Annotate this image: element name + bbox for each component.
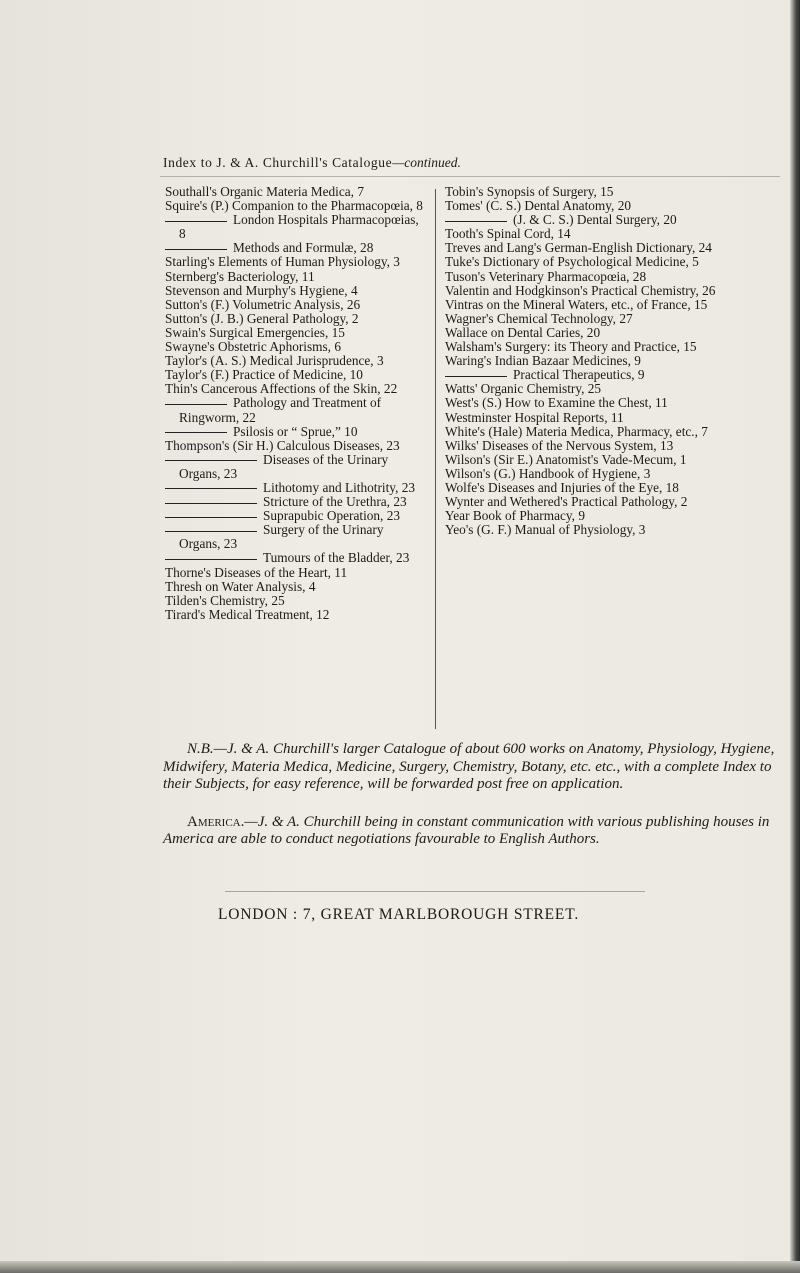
america-text: —J. & A. Churchill being in constant communication with various publishing houses in America are able to conduct negotiations favourable to English Authors. [163, 813, 770, 847]
left-index-entry [165, 284, 427, 298]
entry-text: Swain's Surgical Emergencies, 15 [165, 324, 345, 340]
ditto-dash [165, 404, 227, 405]
notes-section [163, 741, 793, 849]
index-column-right [445, 185, 721, 537]
right-index-entry [445, 199, 721, 213]
left-index-entry [165, 425, 427, 439]
header-rule [160, 176, 780, 177]
left-index-entry [165, 566, 427, 580]
entry-text: Thresh on Water Analysis, 4 [165, 578, 316, 594]
entry-text: Tilden's Chemistry, 25 [165, 592, 285, 608]
ditto-dash [165, 249, 227, 250]
right-index-entry [445, 227, 721, 241]
ditto-dash [445, 221, 507, 222]
left-index-entry [165, 185, 427, 199]
left-index-entry [165, 213, 427, 241]
right-index-entry [445, 241, 721, 255]
ditto-dash [165, 503, 257, 504]
entry-text: Tuke's Dictionary of Psychological Medicine, 5 [445, 254, 699, 270]
america-note [163, 814, 793, 849]
entry-text: Year Book of Pharmacy, 9 [445, 508, 585, 524]
left-index-entry [165, 326, 427, 340]
publisher-address: LONDON : 7, GREAT MARLBOROUGH STREET. [218, 906, 579, 923]
right-index-entry [445, 312, 721, 326]
entry-text: Tooth's Spinal Cord, 14 [445, 226, 571, 242]
entry-text: Sternberg's Bacteriology, 11 [165, 268, 315, 284]
left-index-entry [165, 241, 427, 255]
entry-text: Wilson's (G.) Handbook of Hygiene, 3 [445, 465, 651, 481]
entry-text: Methods and Formulæ, 28 [233, 240, 374, 256]
page-bottom-edge [0, 1261, 800, 1273]
entry-text: White's (Hale) Materia Medica, Pharmacy, etc., 7 [445, 423, 708, 439]
ditto-dash [165, 432, 227, 433]
right-index-entry [445, 213, 721, 227]
right-index-entry [445, 396, 721, 410]
entry-text: Southall's Organic Materia Medica, 7 [165, 184, 364, 199]
ditto-dash [165, 531, 257, 532]
entry-text: Tumours of the Bladder, 23 [263, 550, 410, 566]
entry-text: Stevenson and Murphy's Hygiene, 4 [165, 282, 358, 298]
ditto-dash [165, 221, 227, 222]
entry-text: Wolfe's Diseases and Injuries of the Eye, 18 [445, 479, 679, 495]
entry-text: Taylor's (A. S.) Medical Jurisprudence, 3 [165, 353, 384, 369]
right-index-entry [445, 368, 721, 382]
entry-text: Valentin and Hodgkinson's Practical Chemistry, 26 [445, 282, 716, 298]
entry-text: Psilosis or “ Sprue,” 10 [233, 423, 358, 439]
page-header [163, 155, 723, 171]
entry-text: Surgery of the Urinary Organs, 23 [179, 522, 384, 552]
left-index-entry [165, 594, 427, 608]
right-index-entry [445, 255, 721, 269]
left-index-entry [165, 382, 427, 396]
entry-text: Sutton's (F.) Volumetric Analysis, 26 [165, 296, 361, 312]
left-index-entry [165, 453, 427, 481]
america-label: America. [187, 813, 245, 830]
right-index-entry [445, 298, 721, 312]
entry-text: West's (S.) How to Examine the Chest, 11 [445, 395, 668, 411]
left-index-entry [165, 255, 427, 269]
entry-text: Thin's Cancerous Affections of the Skin, 22 [165, 381, 398, 397]
right-index-entry [445, 382, 721, 396]
left-index-entry [165, 270, 427, 284]
ditto-dash [165, 517, 257, 518]
entry-text: Sutton's (J. B.) General Pathology, 2 [165, 310, 359, 326]
left-index-entry [165, 523, 427, 551]
entry-text: Lithotomy and Lithotrity, 23 [263, 479, 416, 495]
entry-text: Westminster Hospital Reports, 11 [445, 409, 624, 425]
entry-text: Wallace on Dental Caries, 20 [445, 324, 601, 340]
entry-text: Tomes' (C. S.) Dental Anatomy, 20 [445, 198, 631, 214]
entry-text: Treves and Lang's German-English Dictionary, 24 [445, 240, 712, 256]
entry-text: Yeo's (G. F.) Manual of Physiology, 3 [445, 522, 646, 538]
entry-text: Swayne's Obstetric Aphorisms, 6 [165, 339, 341, 355]
column-divider [435, 189, 436, 729]
entry-text: Practical Therapeutics, 9 [513, 367, 645, 383]
entry-text: Wilks' Diseases of the Nervous System, 13 [445, 437, 674, 453]
entry-text: Thompson's (Sir H.) Calculous Diseases, 23 [165, 437, 400, 453]
left-index-entry [165, 312, 427, 326]
right-index-entry [445, 439, 721, 453]
right-index-entry [445, 340, 721, 354]
right-index-entry [445, 495, 721, 509]
right-index-entry [445, 411, 721, 425]
right-index-entry [445, 326, 721, 340]
left-index-entry [165, 495, 427, 509]
left-index-entry [165, 580, 427, 594]
entry-text: London Hospitals Pharmacopœias, 8 [179, 212, 419, 242]
left-index-entry [165, 368, 427, 382]
right-index-entry [445, 467, 721, 481]
entry-text: Wilson's (Sir E.) Anatomist's Vade-Mecum, 1 [445, 451, 687, 467]
entry-text: Tobin's Synopsis of Surgery, 15 [445, 184, 614, 199]
left-index-entry [165, 608, 427, 622]
footer-rule-block [225, 891, 645, 893]
entry-text: Wagner's Chemical Technology, 27 [445, 310, 633, 326]
header-continued: —continued. [392, 155, 461, 170]
left-index-entry [165, 298, 427, 312]
entry-text: Walsham's Surgery: its Theory and Practice, 15 [445, 339, 697, 355]
ditto-dash [165, 559, 257, 560]
entry-text: Diseases of the Urinary Organs, 23 [179, 451, 389, 481]
nb-note: N.B.—J. & A. Churchill's larger Catalogue of about 600 works on Anatomy, Physiology, Hygiene, Midwifery, Materia Medica, Medicine, Surgery, Chemistry, Botany, etc. etc., with a complete Index to their Subjects, for easy reference, will be forwarded post free on application. [163, 741, 775, 792]
entry-text: (J. & C. S.) Dental Surgery, 20 [513, 212, 677, 228]
right-index-entry [445, 425, 721, 439]
right-index-entry [445, 481, 721, 495]
entry-text: Waring's Indian Bazaar Medicines, 9 [445, 353, 641, 369]
left-index-entry [165, 354, 427, 368]
entry-text: Pathology and Treatment of Ringworm, 22 [179, 395, 382, 425]
left-index-entry [165, 551, 427, 565]
entry-text: Stricture of the Urethra, 23 [263, 494, 407, 510]
ditto-dash [445, 376, 507, 377]
entry-text: Tuson's Veterinary Pharmacopœia, 28 [445, 268, 647, 284]
left-index-entry [165, 439, 427, 453]
entry-text: Squire's (P.) Companion to the Pharmacopœia, 8 [165, 198, 423, 214]
left-index-entry [165, 340, 427, 354]
entry-text: Starling's Elements of Human Physiology, 3 [165, 254, 400, 270]
left-index-entry [165, 481, 427, 495]
left-index-entry [165, 199, 427, 213]
header-title: Index to J. & A. Churchill's Catalogue [163, 155, 393, 170]
left-index-entry [165, 509, 427, 523]
entry-text: Tirard's Medical Treatment, 12 [165, 606, 330, 622]
right-index-entry [445, 453, 721, 467]
right-index-entry [445, 523, 721, 537]
index-column-left [165, 185, 427, 622]
left-index-entry [165, 396, 427, 424]
right-index-entry [445, 284, 721, 298]
ditto-dash [165, 460, 257, 461]
ditto-dash [165, 488, 257, 489]
right-index-entry [445, 185, 721, 199]
right-index-entry [445, 509, 721, 523]
book-edge-shadow [790, 0, 800, 1273]
right-index-entry [445, 270, 721, 284]
entry-text: Vintras on the Mineral Waters, etc., of France, 15 [445, 296, 708, 312]
entry-text: Thorne's Diseases of the Heart, 11 [165, 564, 348, 580]
entry-text: Taylor's (F.) Practice of Medicine, 10 [165, 367, 363, 383]
entry-text: Watts' Organic Chemistry, 25 [445, 381, 602, 397]
entry-text: Suprapubic Operation, 23 [263, 508, 401, 524]
right-index-entry [445, 354, 721, 368]
entry-text: Wynter and Wethered's Practical Pathology, 2 [445, 494, 688, 510]
